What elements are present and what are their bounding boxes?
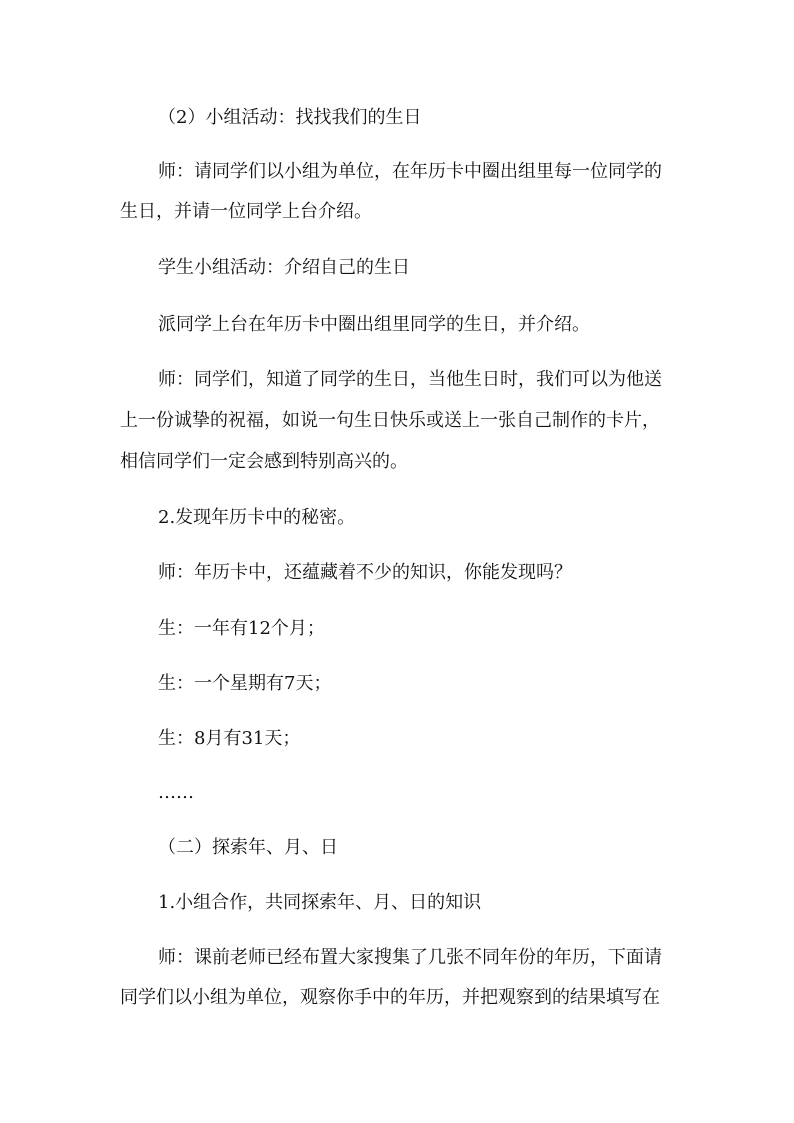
subheading-group-cooperation: 1.小组合作，共同探索年、月、日的知识 (158, 892, 482, 913)
section-heading: （二）探索年、月、日 (158, 837, 338, 858)
subheading-calendar-secret: 2.发现年历卡中的秘密。 (158, 507, 356, 528)
paragraph-line: 同学们以小组为单位，观察你手中的年历，并把观察到的结果填写在 (120, 987, 660, 1008)
paragraph-line: 相信同学们一定会感到特别高兴的。 (120, 451, 408, 472)
paragraph-line: 师：课前老师已经布置大家搜集了几张不同年份的年历，下面请 (158, 947, 662, 968)
paragraph-line: 生：一个星期有7天； (158, 673, 332, 694)
paragraph-line: 生：一年有12个月； (158, 618, 325, 639)
ellipsis-line: …… (158, 782, 194, 803)
paragraph-line: 师：请同学们以小组为单位，在年历卡中圈出组里每一位同学的 (158, 161, 662, 182)
paragraph-line: 师：同学们，知道了同学的生日，当他生日时，我们可以为他送 (158, 369, 662, 390)
paragraph-line: 学生小组活动：介绍自己的生日 (158, 257, 410, 278)
paragraph-line: 派同学上台在年历卡中圈出组里同学的生日，并介绍。 (158, 314, 590, 335)
paragraph-line: 上一份诚挚的祝福，如说一句生日快乐或送上一张自己制作的卡片， (120, 410, 660, 431)
paragraph-line: 生：8月有31天； (158, 728, 301, 749)
subheading-group-activity: （2）小组活动：找找我们的生日 (158, 107, 422, 128)
paragraph-line: 生日，并请一位同学上台介绍。 (120, 201, 372, 222)
paragraph-line: 师：年历卡中，还蕴藏着不少的知识，你能发现吗？ (158, 562, 572, 583)
